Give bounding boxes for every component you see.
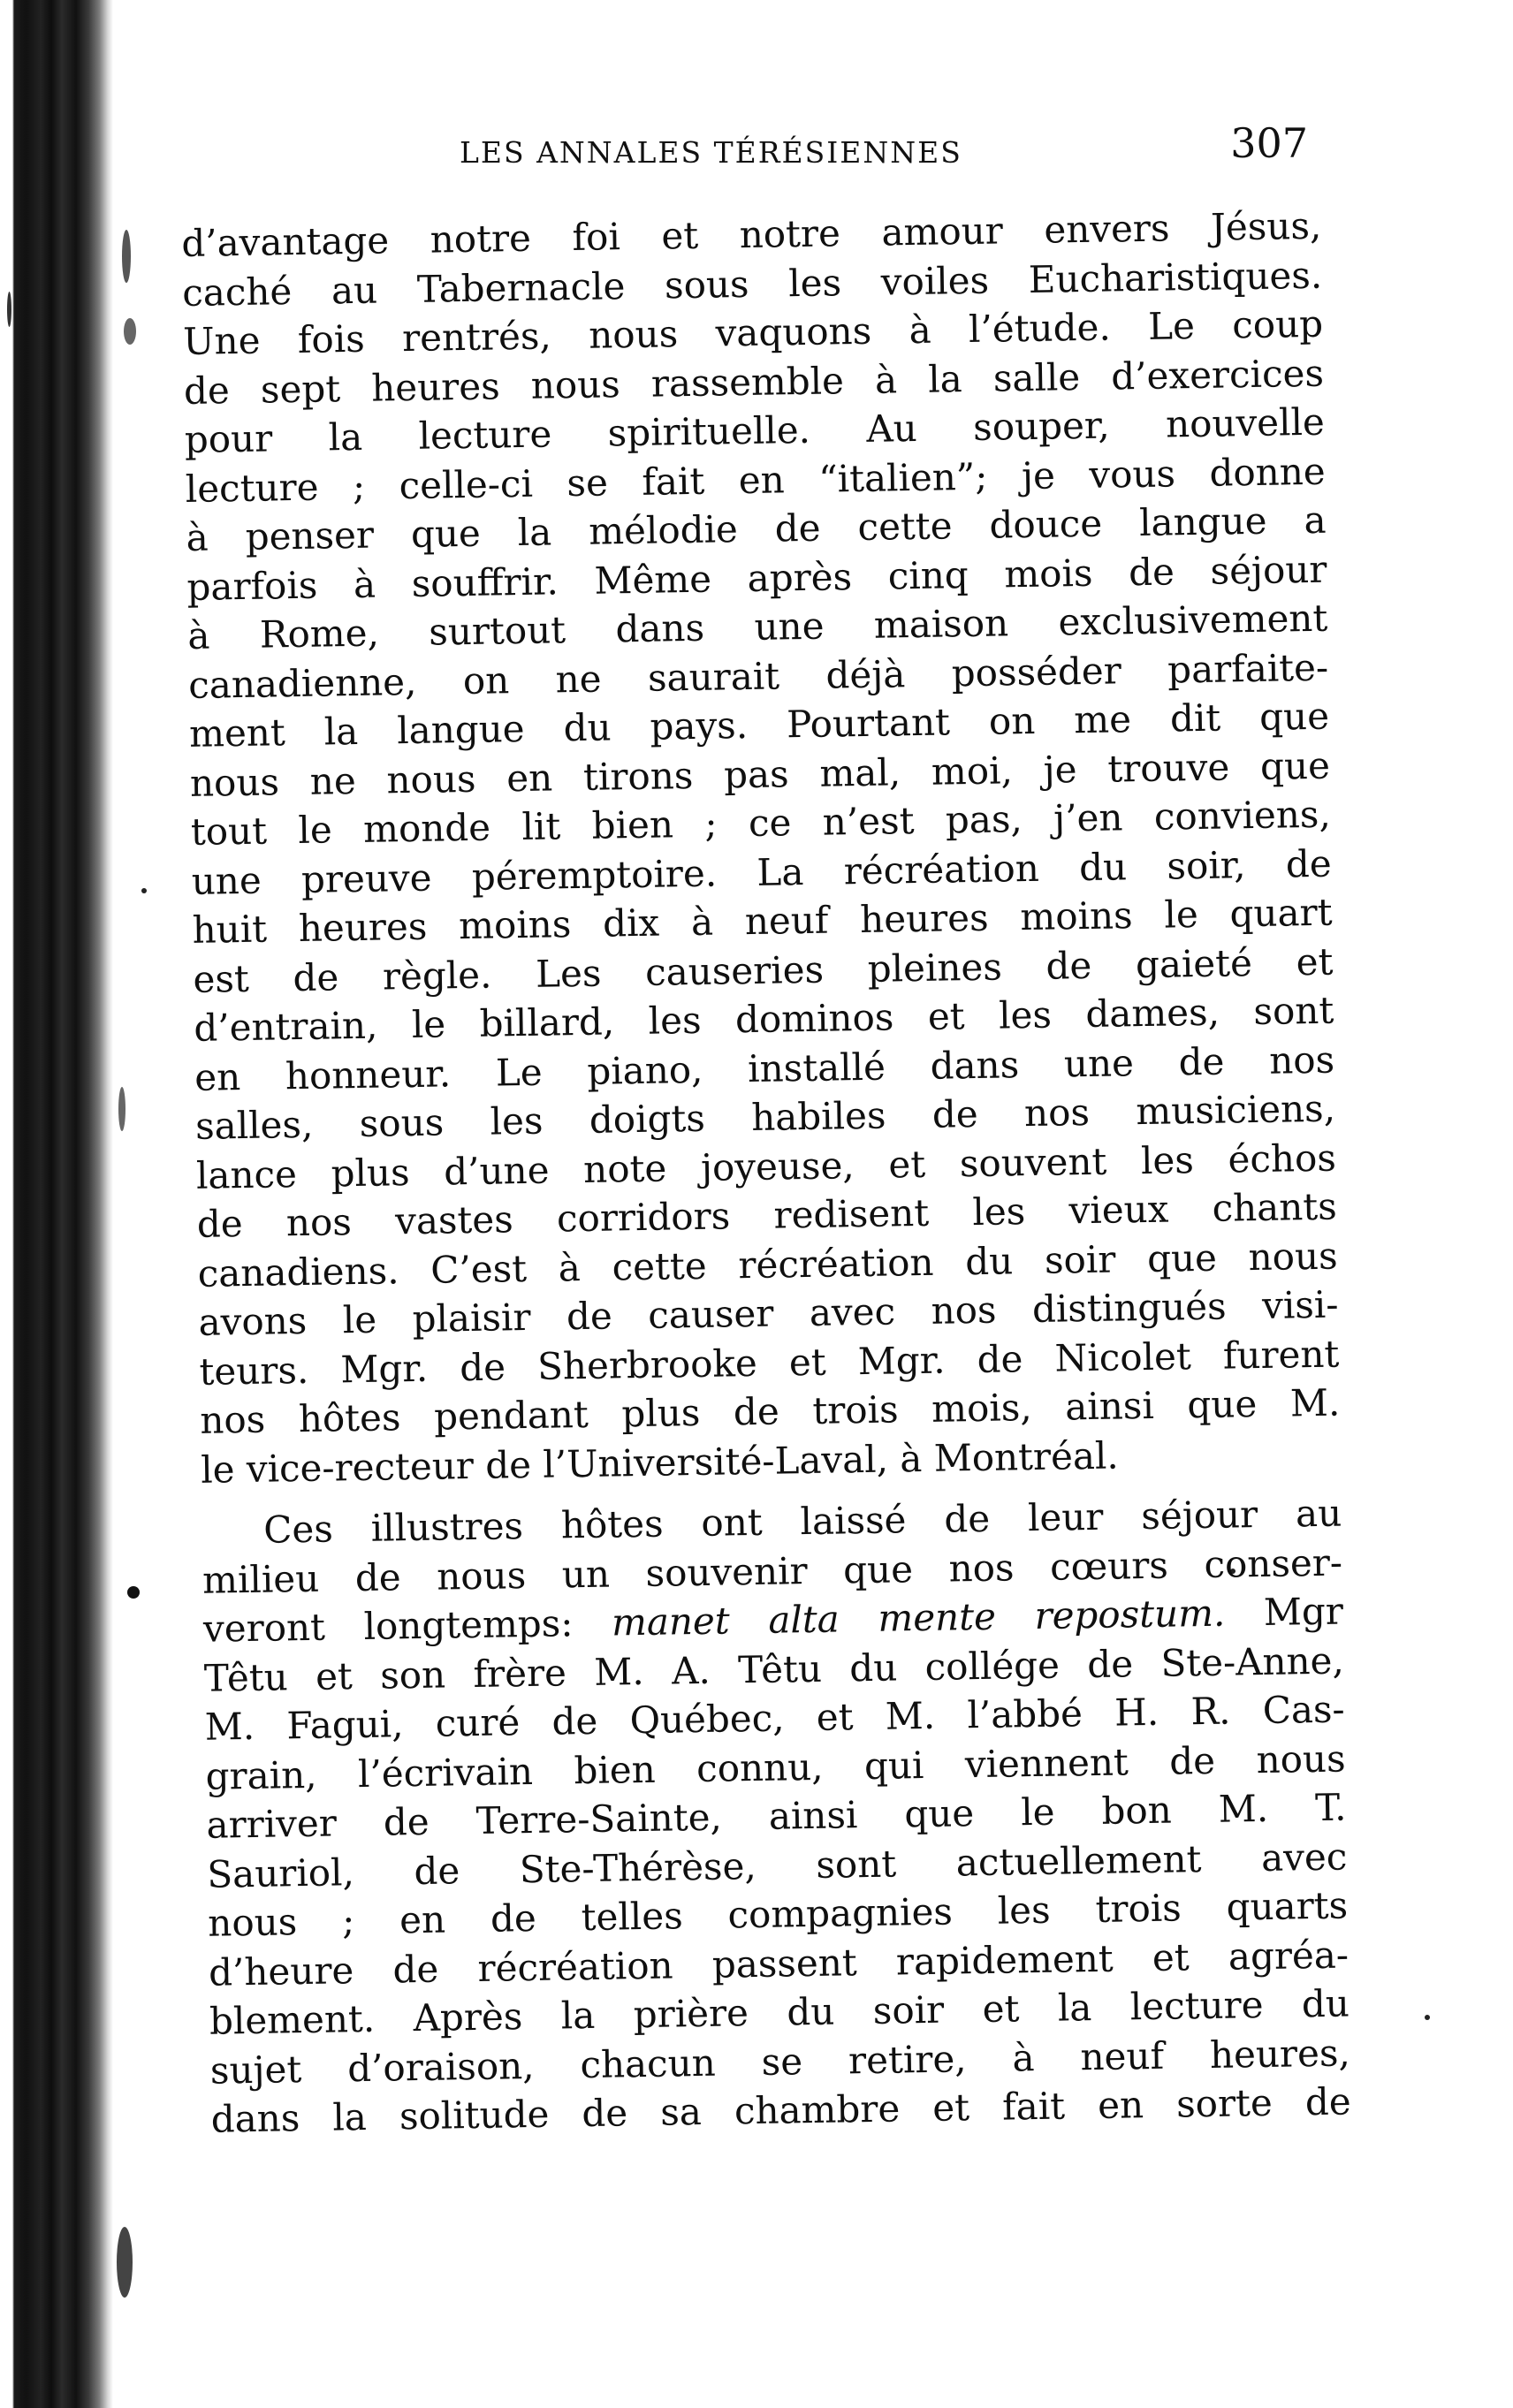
text-line: salles, sous les doigts habiles de nos musiciens,: [194, 1086, 1336, 1148]
paragraph: [201, 1489, 1351, 2145]
text-line: Une fois rentrés, nous vaquons à l’étude. Le coup: [182, 301, 1324, 363]
text-run: Mgr: [1263, 1589, 1344, 1634]
text-line: tout le monde lit bien ; ce n’est pas, j’en conviens,: [190, 792, 1332, 854]
text-line: nos hôtes pendant plus de trois mois, ainsi que M.: [199, 1380, 1341, 1442]
margin-dot-mark: [141, 888, 147, 893]
text-line: de sept heures nous rassemble à la salle d’exercices: [183, 351, 1325, 413]
body-text: [181, 201, 1351, 2144]
text-line: une preuve péremptoire. La récréation du soir, de: [191, 841, 1332, 903]
text-line: M. Fagui, curé de Québec, et M. l’abbé H. R. Cas-: [204, 1687, 1346, 1749]
text-line: dans la solitude de sa chambre et fait en sorte de: [210, 2079, 1352, 2141]
binding-gutter-shadow: [0, 0, 168, 2408]
text-line: à Rome, surtout dans une maison exclusivement: [187, 596, 1328, 657]
text-line: Têtu et son frère M. A. Têtu du collége de Ste-Anne,: [203, 1638, 1345, 1700]
text-line: pour la lecture spirituelle. Au souper, nouvelle: [184, 399, 1326, 461]
running-head: LES ANNALES TÉRÉSIENNES: [460, 135, 962, 170]
text-line: parfois à souffrir. Même après cinq mois de séjour: [186, 547, 1327, 609]
scan-speck: [124, 318, 136, 345]
margin-dot-mark: [1425, 2015, 1430, 2020]
text-line: nous ne nous en tirons pas mal, moi, je trouve que: [189, 743, 1331, 805]
text-run: veront longtemps:: [202, 1601, 574, 1651]
text-line: d’heure de récréation passent rapidement et agréa-: [208, 1932, 1350, 1994]
text-line: canadienne, on ne saurait déjà posséder parfaite-: [187, 645, 1329, 707]
text-line: milieu de nous un souvenir que nos cœurs conser-: [201, 1540, 1343, 1602]
text-line: grain, l’écrivain bien connu, qui viennent de nous: [205, 1736, 1346, 1798]
text-line: en honneur. Le piano, installé dans une de nos: [194, 1037, 1335, 1099]
text-line: d’entrain, le billard, les dominos et les dames, sont: [193, 988, 1334, 1050]
text-line: teurs. Mgr. de Sherbrooke et Mgr. de Nicolet furent: [199, 1332, 1340, 1394]
text-line: d’avantage notre foi et notre amour envers Jésus,: [181, 203, 1322, 265]
text-line: avons le plaisir de causer avec nos distingués visi-: [198, 1282, 1339, 1344]
text-line: canadiens. C’est à cette récréation du soir que nous: [197, 1234, 1338, 1295]
latin-quote: manet alta mente repostum.: [611, 1591, 1226, 1645]
gutter-shadow-band: [0, 0, 113, 2408]
text-line: à penser que la mélodie de cette douce langue a: [186, 498, 1327, 559]
text-line: ment la langue du pays. Pourtant on me dit que: [188, 694, 1330, 756]
page-header: [460, 119, 1308, 181]
text-line: huit heures moins dix à neuf heures moins le quart: [192, 890, 1333, 952]
text-line: blement. Après la prière du soir et la lecture du: [209, 1981, 1350, 2043]
text-line: nous ; en de telles compagnies les trois quarts: [207, 1883, 1349, 1945]
text-line: Ces illustres hôtes ont laissé de leur séjour au: [262, 1491, 1342, 1552]
text-line: caché au Tabernacle sous les voiles Eucharistiques.: [181, 253, 1323, 315]
text-line: lecture ; celle-ci se fait en “italien”; je vous donne: [185, 449, 1327, 511]
scan-speck: [118, 1087, 125, 1131]
text-line: le vice-recteur de l’Université-Laval, à Montréal.: [200, 1433, 1120, 1492]
text-line: arriver de Terre-Sainte, ainsi que le bon M. T.: [206, 1785, 1347, 1847]
scan-speck: [122, 230, 131, 283]
text-line: de nos vastes corridors redisent les vieux chants: [196, 1184, 1338, 1246]
text-line: est de règle. Les causeries pleines de gaieté et: [193, 939, 1334, 1001]
scan-speck: [117, 2227, 133, 2298]
paragraph: [181, 201, 1342, 1494]
scan-speck: [7, 292, 11, 327]
margin-bullet-mark: [127, 1586, 140, 1599]
text-line: Sauriol, de Ste-Thérèse, sont actuellement avec: [207, 1834, 1348, 1896]
page-number: 307: [1230, 119, 1308, 167]
text-line: lance plus d’une note joyeuse, et souvent les échos: [195, 1136, 1337, 1197]
text-line: sujet d’oraison, chacun se retire, à neuf heures,: [209, 2030, 1351, 2093]
